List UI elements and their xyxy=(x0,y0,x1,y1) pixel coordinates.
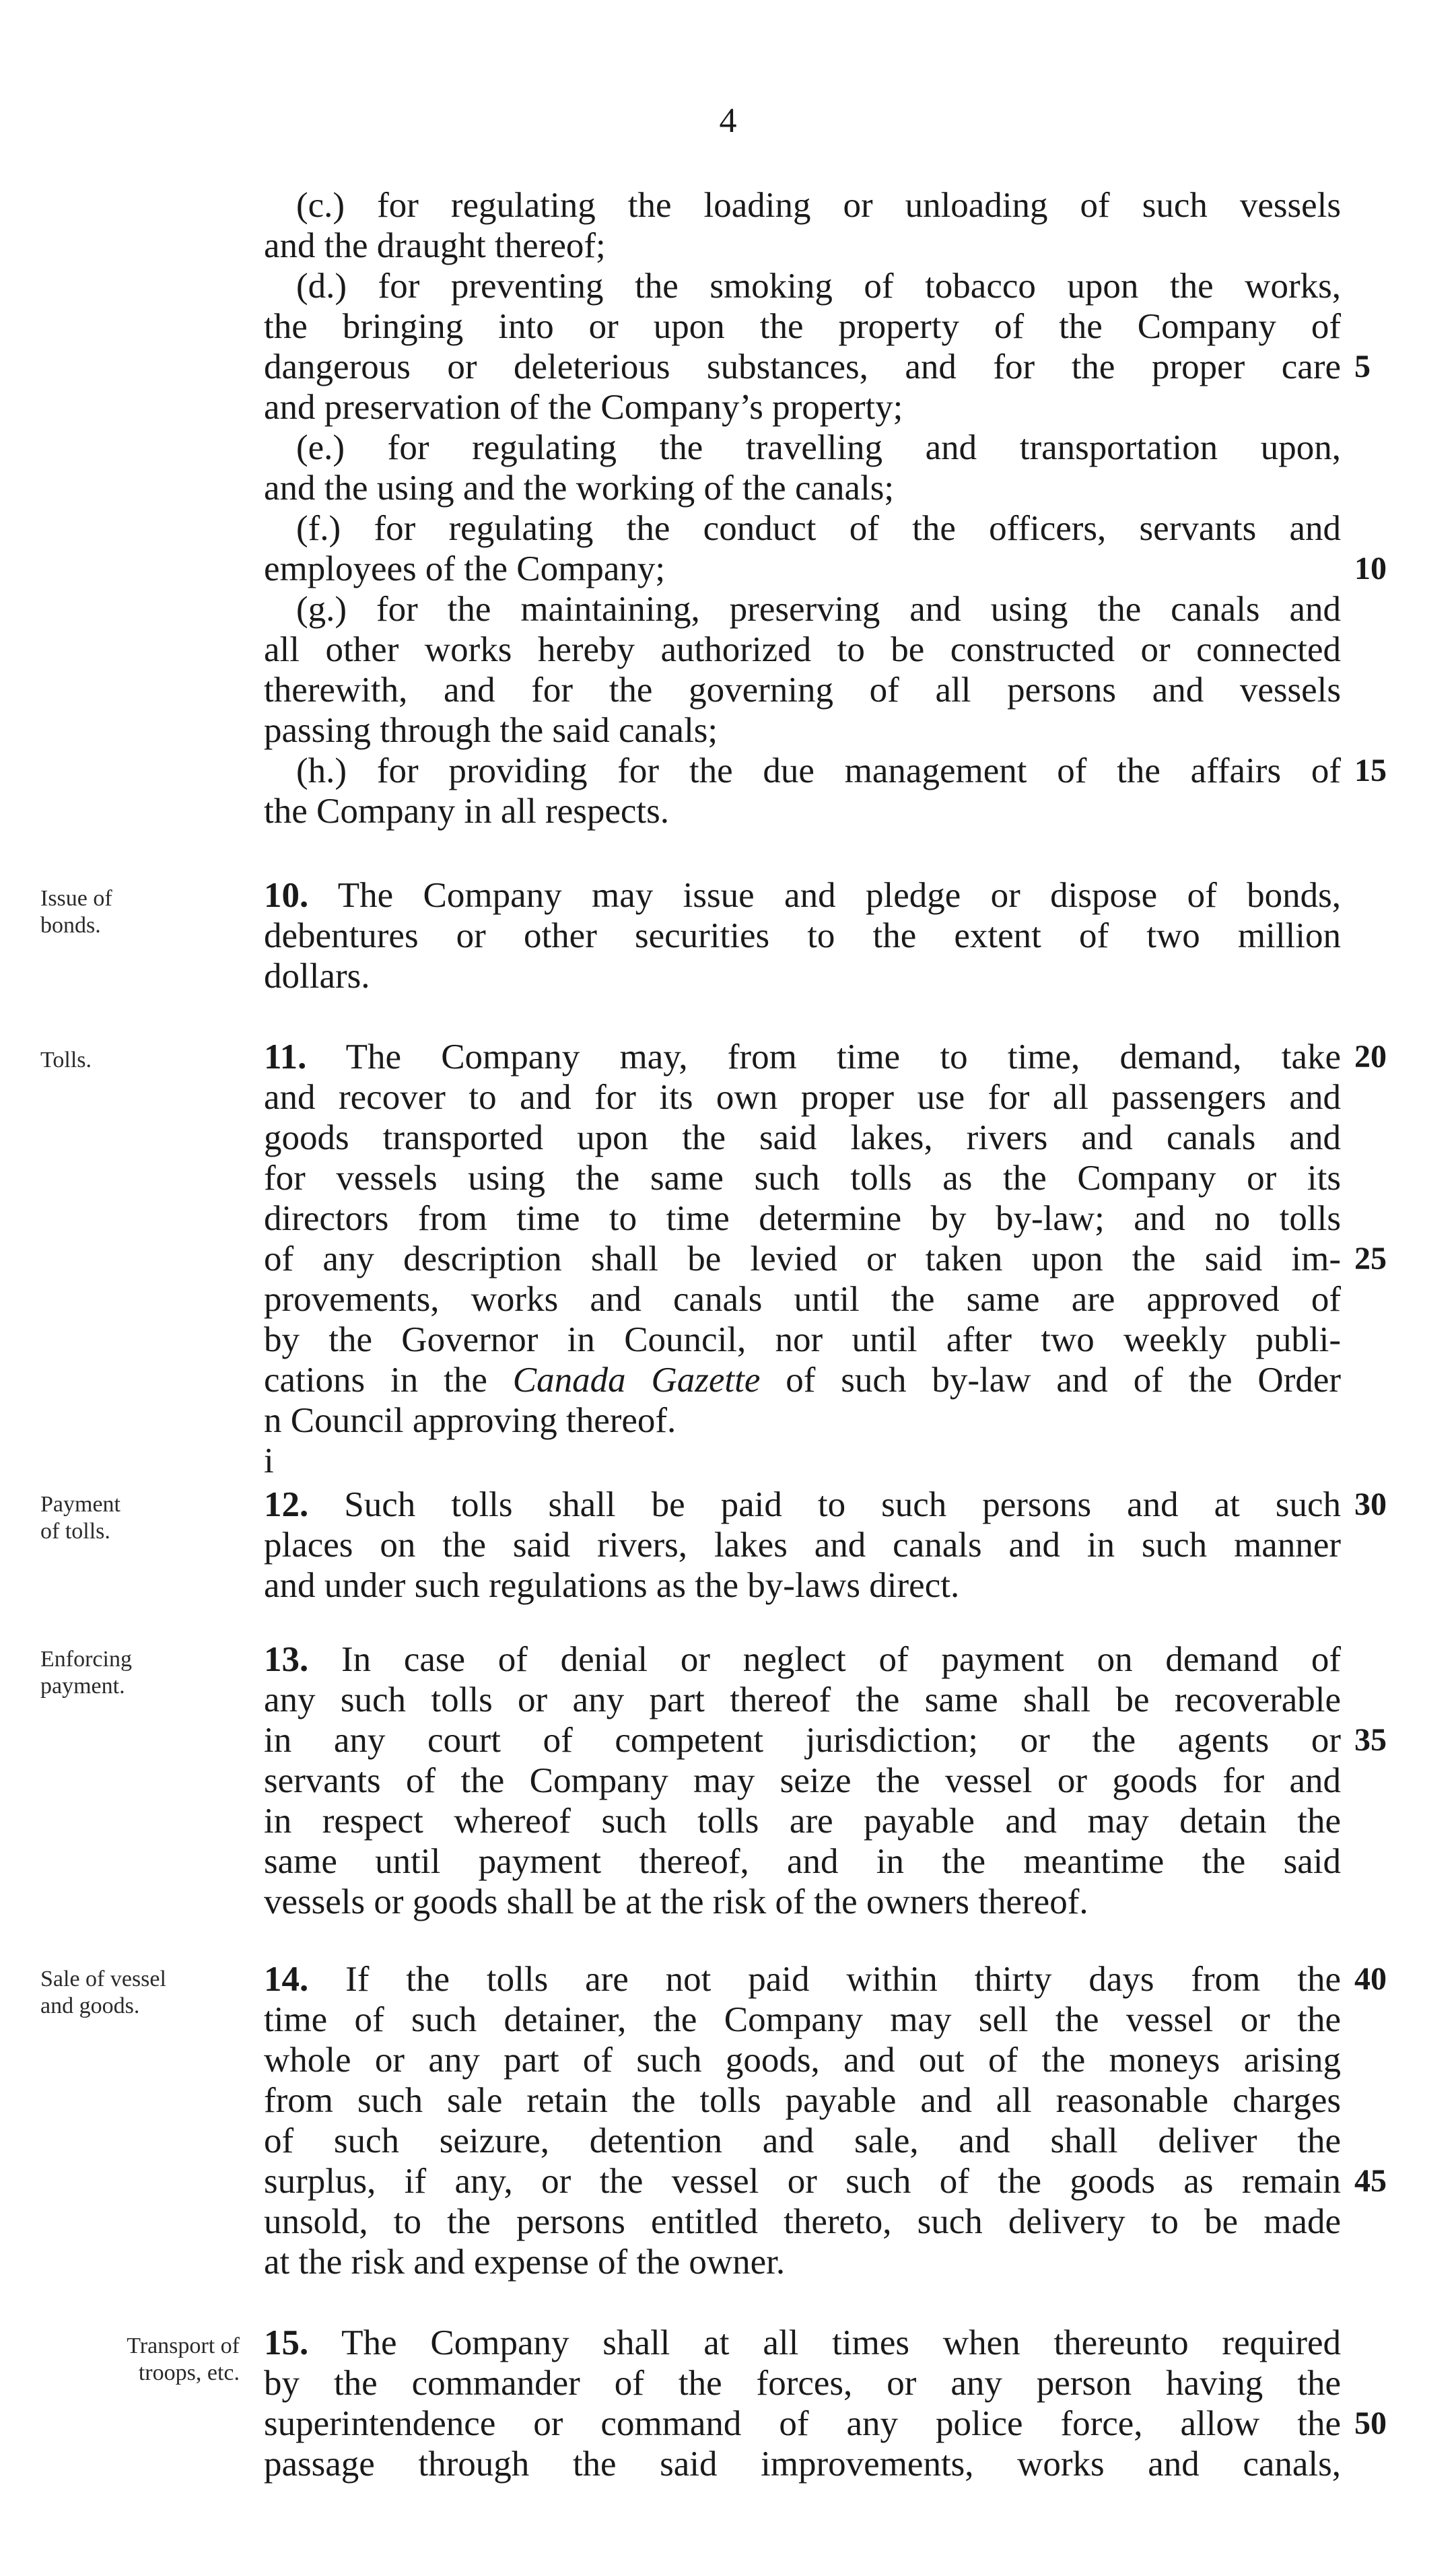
line-number: 20 xyxy=(1354,1039,1387,1074)
text-line: i xyxy=(264,1441,274,1480)
text-line: in any court of competent jurisdiction; or the agents or xyxy=(264,1721,1341,1760)
text-line: by the commander of the forces, or any person having the xyxy=(264,2364,1341,2403)
margin-note-sale-of-vessel: Sale of vessel and goods. xyxy=(40,1967,166,2018)
text-line: debentures or other securities to the extent of two million xyxy=(264,916,1341,955)
text-line: whole or any part of such goods, and out of the moneys arising xyxy=(264,2041,1341,2080)
text-line: dollars. xyxy=(264,957,370,996)
line-number: 15 xyxy=(1354,753,1387,788)
text-line: same until payment thereof, and in the meantime the said xyxy=(264,1842,1341,1881)
section-14-line: 14. If the tolls are not paid within thirty days from the xyxy=(264,1960,1342,1999)
text-line: all other works hereby authorized to be constructed or connected xyxy=(264,630,1341,669)
line-number: 45 xyxy=(1354,2163,1387,2199)
text-line: vessels or goods shall be at the risk of the owners thereof. xyxy=(264,1882,1088,1921)
section-13-line: 13. In case of denial or neglect of payment on demand of xyxy=(264,1640,1341,1679)
margin-note-tolls: Tolls. xyxy=(40,1048,92,1072)
text-line: directors from time to time determine by by-law; and no tolls xyxy=(264,1199,1341,1238)
text-line: places on the said rivers, lakes and canals and in such manner xyxy=(264,1526,1341,1565)
text-line: (e.) for regulating the travelling and transportation upon, xyxy=(296,428,1341,467)
line-number: 25 xyxy=(1354,1241,1387,1276)
text-line: and preservation of the Company’s property; xyxy=(264,388,903,427)
text-line: (c.) for regulating the loading or unloading of such vessels xyxy=(296,186,1341,225)
margin-note-issue-of-bonds: Issue of bonds. xyxy=(40,886,112,938)
text-line-with-italic: cations in the Canada Gazette of such by-law and of the Order xyxy=(264,1361,1342,1400)
text-line: goods transported upon the said lakes, rivers and canals and xyxy=(264,1118,1341,1157)
section-number: 10. xyxy=(264,876,309,915)
text-line: provements, works and canals until the same are approved of xyxy=(264,1280,1341,1319)
text-line: servants of the Company may seize the vessel or goods for and xyxy=(264,1761,1341,1800)
text-line: from such sale retain the tolls payable and all reasonable charges xyxy=(264,2081,1341,2120)
text-line: (d.) for preventing the smoking of tobacco upon the works, xyxy=(296,267,1341,306)
section-number: 12. xyxy=(264,1485,309,1524)
text-line: at the risk and expense of the owner. xyxy=(264,2243,786,2282)
section-12-line: 12. Such tolls shall be paid to such persons and at such xyxy=(264,1485,1342,1524)
page-number: 4 xyxy=(719,102,737,140)
text-line: dangerous or deleterious substances, and for the proper care xyxy=(264,347,1341,386)
section-15-line: 15. The Company shall at all times when thereunto required xyxy=(264,2323,1341,2362)
line-number: 35 xyxy=(1354,1722,1387,1758)
text-line: any such tolls or any part thereof the same shall be recoverable xyxy=(264,1680,1341,1719)
text-line: and recover to and for its own proper use for all passengers and xyxy=(264,1078,1341,1117)
text-line: unsold, to the persons entitled thereto, such delivery to be made xyxy=(264,2202,1341,2241)
text-line: (h.) for providing for the due management of the affairs of xyxy=(296,751,1341,790)
text-line: in respect whereof such tolls are payable and may detain the xyxy=(264,1802,1341,1841)
text-line: and the draught thereof; xyxy=(264,226,606,265)
text-line: and the using and the working of the canals; xyxy=(264,469,895,508)
text-line: time of such detainer, the Company may sell the vessel or the xyxy=(264,2000,1341,2039)
text-line: for vessels using the same such tolls as the Company or its xyxy=(264,1159,1341,1198)
line-number: 5 xyxy=(1354,349,1371,384)
text-line: by the Governor in Council, nor until after two weekly publi- xyxy=(264,1320,1341,1359)
text-line: the bringing into or upon the property of the Company of xyxy=(264,307,1341,346)
line-number: 10 xyxy=(1354,551,1387,586)
text-line: of such seizure, detention and sale, and shall deliver the xyxy=(264,2121,1341,2160)
text-line: passage through the said improvements, works and canals, xyxy=(264,2445,1341,2484)
text-line: n Council approving thereof. xyxy=(264,1401,677,1440)
text-line: (g.) for the maintaining, preserving and using the canals and xyxy=(296,590,1341,629)
text-line: (f.) for regulating the conduct of the officers, servants and xyxy=(296,509,1341,548)
margin-note-transport-of-troops: Transport of troops, etc. xyxy=(127,2333,240,2385)
line-number: 30 xyxy=(1354,1487,1387,1522)
text-line: the Company in all respects. xyxy=(264,792,669,831)
text-line: employees of the Company; xyxy=(264,549,666,588)
section-10-line: 10. The Company may issue and pledge or dispose of bonds, xyxy=(264,876,1342,915)
text-line: passing through the said canals; xyxy=(264,711,718,750)
text-line: surplus, if any, or the vessel or such of the goods as remain xyxy=(264,2162,1341,2201)
section-11-line: 11. The Company may, from time to time, demand, take xyxy=(264,1037,1342,1077)
margin-note-enforcing-payment: Enforcing payment. xyxy=(40,1647,132,1699)
text-line: therewith, and for the governing of all persons and vessels xyxy=(264,671,1341,710)
section-number: 11. xyxy=(264,1037,307,1077)
line-number: 50 xyxy=(1354,2405,1387,2441)
section-number: 13. xyxy=(264,1640,309,1679)
margin-note-payment-of-tolls: Payment of tolls. xyxy=(40,1492,120,1544)
text-line: of any description shall be levied or taken upon the said im- xyxy=(264,1239,1341,1278)
text-line: superintendence or command of any police force, allow the xyxy=(264,2404,1341,2443)
line-number: 40 xyxy=(1354,1961,1387,1997)
section-number: 15. xyxy=(264,2323,309,2362)
section-number: 14. xyxy=(264,1960,309,1999)
text-line: and under such regulations as the by-laws direct. xyxy=(264,1566,960,1605)
